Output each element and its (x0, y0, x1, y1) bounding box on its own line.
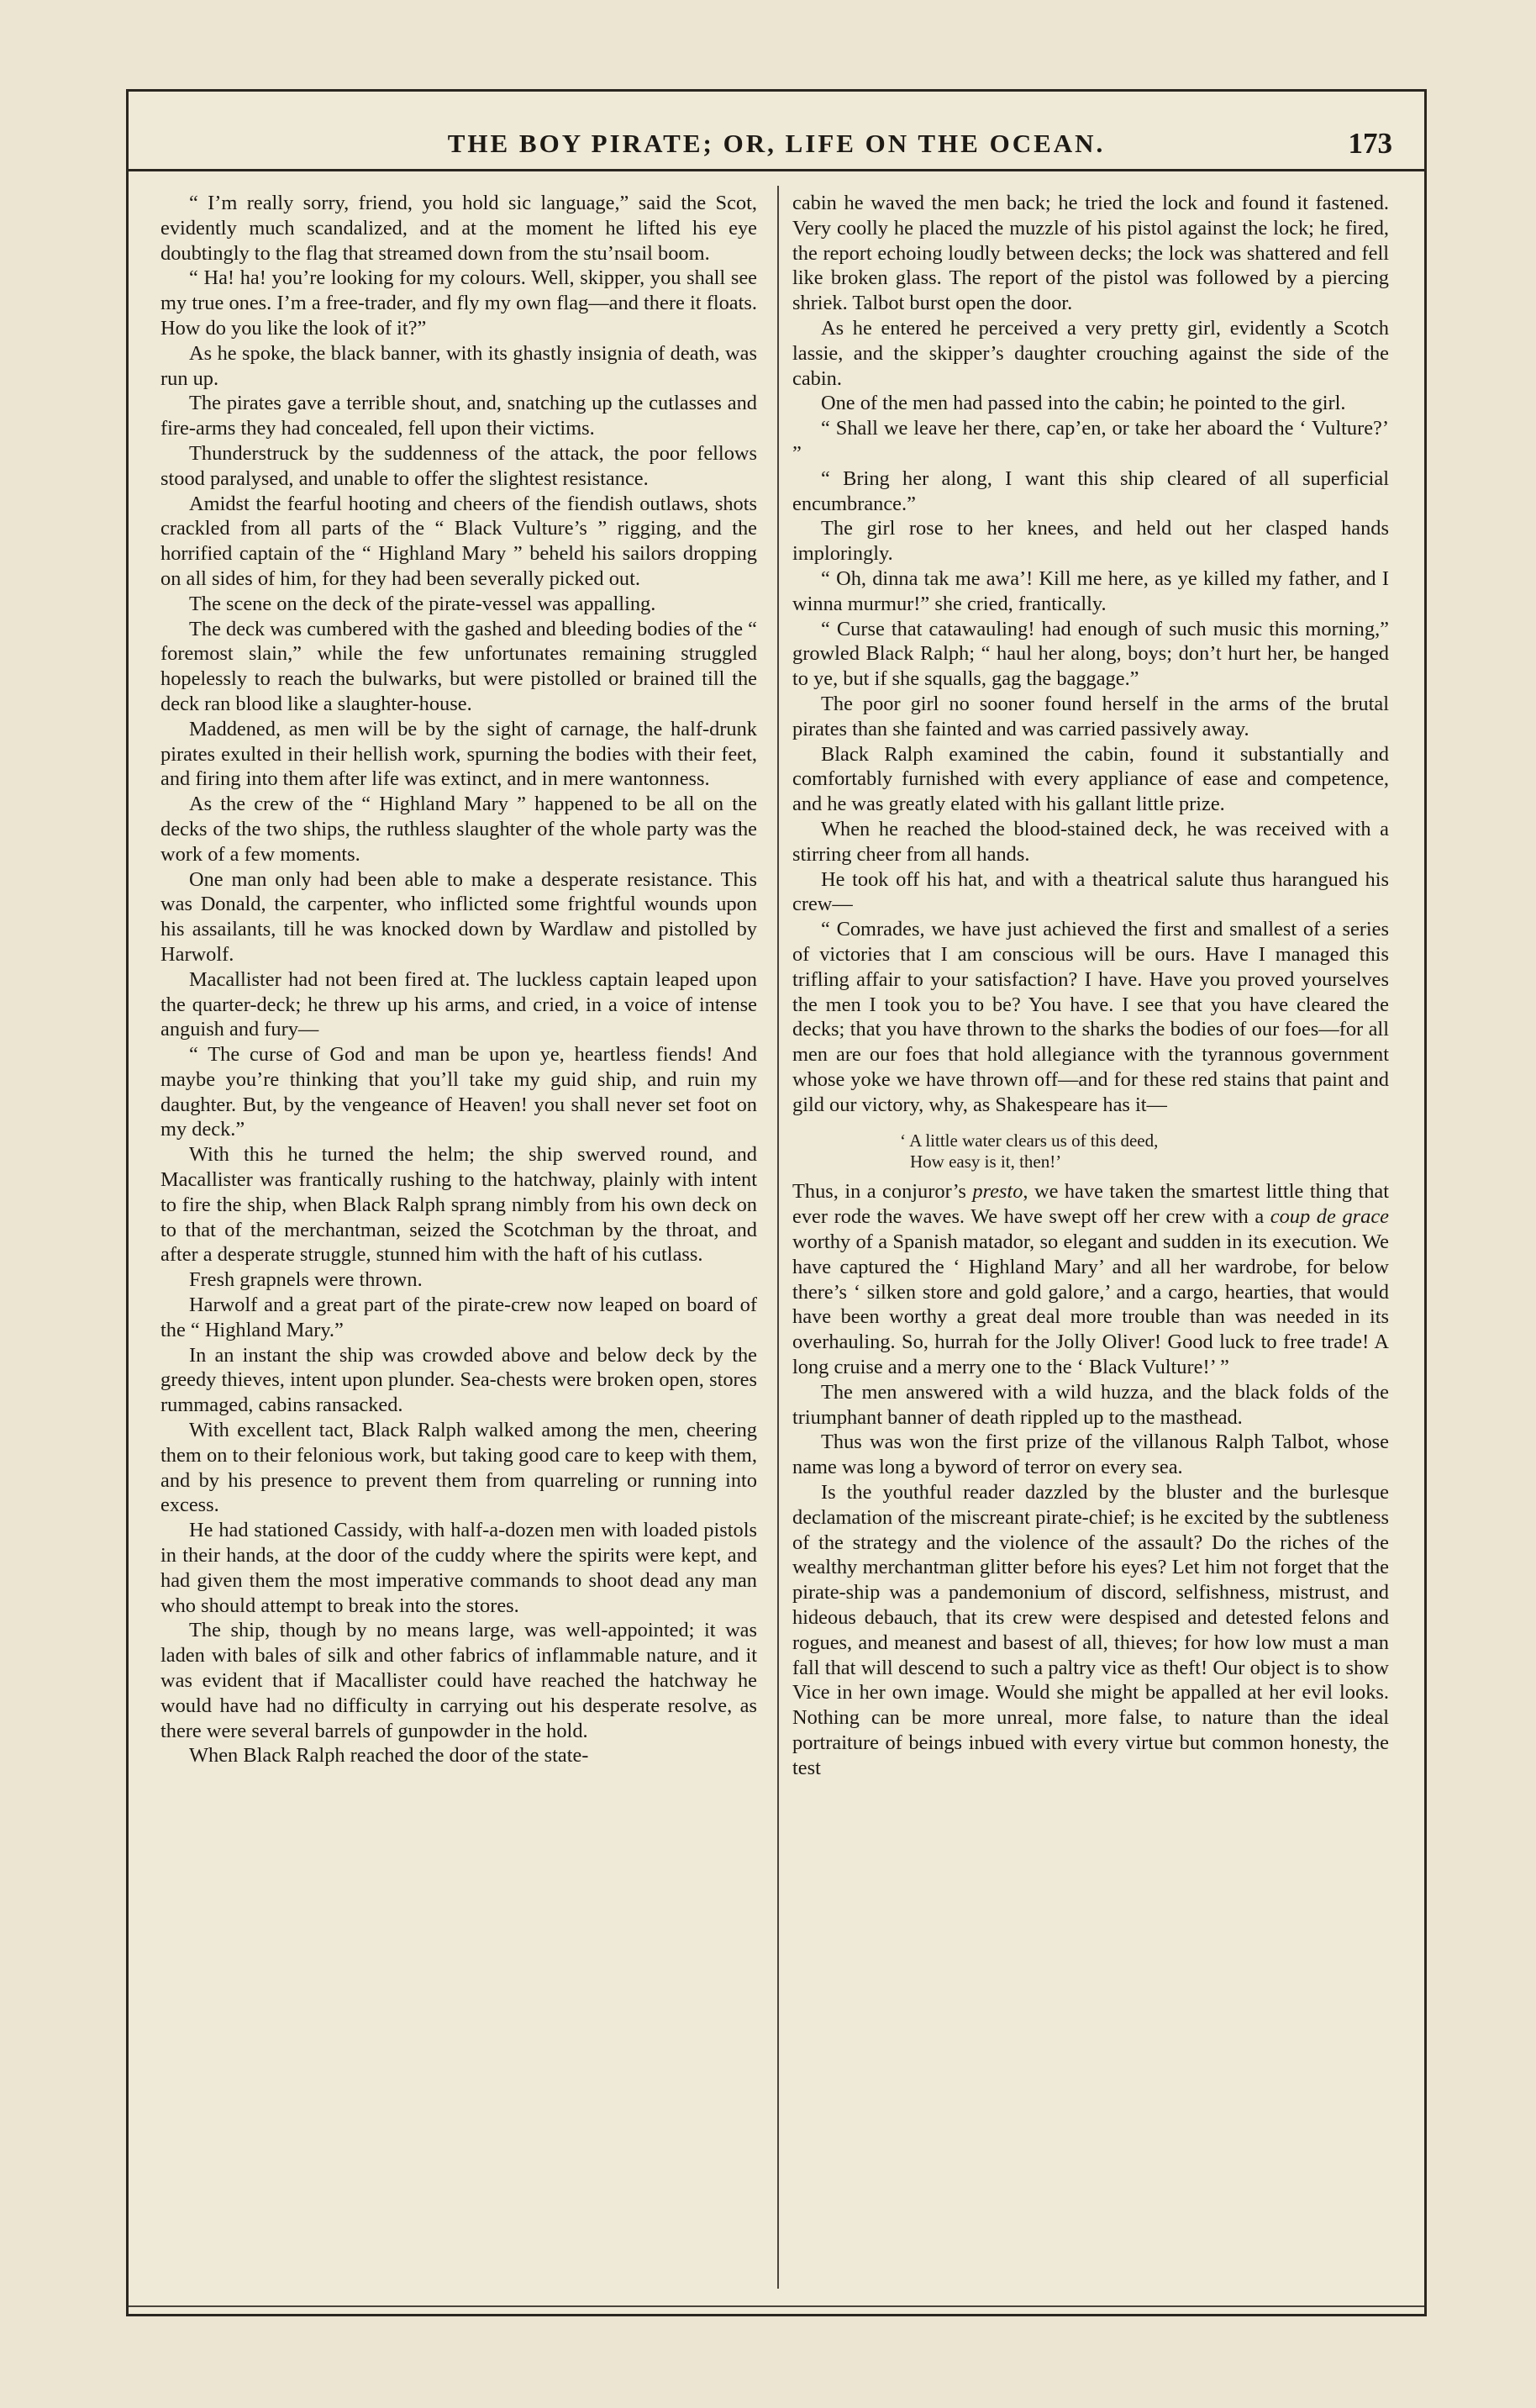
shakespeare-quote (792, 1130, 1389, 1172)
paragraph: Thus was won the first prize of the villanous Ralph Talbot, whose name was long a byword of terror on every sea. (792, 1431, 1389, 1479)
paragraph: “ Shall we leave her there, cap’en, or take her aboard the ‘ Vulture?’ ” (792, 417, 1389, 465)
paragraph: As he entered he perceived a very pretty girl, evidently a Scotch lassie, and the skipper’s daughter crouching against the side of the cabin. (792, 316, 1389, 390)
paragraph: The men answered with a wild huzza, and the black folds of the triumphant banner of death rippled up to the masthead. (792, 1380, 1389, 1429)
paragraph: With excellent tact, Black Ralph walked among the men, cheering them on to their felonious work, but taking good care to keep with them, and by his presence to prevent them from quarreling or running into excess. (160, 1419, 757, 1517)
paragraph: When he reached the blood-stained deck, he was received with a stirring cheer from all hands. (792, 817, 1389, 866)
paragraph: He took off his hat, and with a theatrical salute thus harangued his crew— (792, 867, 1389, 916)
paragraph: As he spoke, the black banner, with its ghastly insignia of death, was run up. (160, 341, 757, 390)
paragraph: The ship, though by no means large, was well-appointed; it was laden with bales of silk and other fabrics of inflammable nature, and it was evident that if Macallister could have reached the hatchway he would have had no difficulty in carrying out his desperate resolve, as there were several barrels of gunpowder in the hold. (160, 1619, 757, 1742)
footer-rule (129, 2305, 1424, 2307)
paragraph: Thunderstruck by the suddenness of the attack, the poor fellows stood paralysed, and unable to offer the slightest resistance. (160, 441, 757, 490)
page (126, 89, 1427, 2316)
paragraph: The scene on the deck of the pirate-vessel was appalling. (189, 592, 656, 615)
paragraph: cabin he waved the men back; he tried the lock and found it fastened. Very coolly he placed the muzzle of his pistol against the lock; he fired, the report echoing loudly between decks; the lock was shattered and fell like broken glass. The report of the pistol was followed by a piercing shriek. Talbot burst open the door. (792, 192, 1389, 315)
left-column (160, 191, 757, 1768)
paragraph: The deck was cumbered with the gashed and bleeding bodies of the “ foremost slain,” while the few unfortunates remaining struggled hopelessly to reach the bulwarks, but were pistolled or brained till the deck ran blood like a slaughter-house. (160, 617, 757, 715)
column-divider (777, 186, 779, 2289)
paragraph: The poor girl no sooner found herself in the arms of the brutal pirates than she fainted and was carried passively away. (792, 692, 1389, 740)
page-header (129, 92, 1424, 171)
paragraph: One of the men had passed into the cabin; he pointed to the girl. (821, 392, 1346, 415)
paragraph: As the crew of the “ Highland Mary ” happened to be all on the decks of the two ships, the ruthless slaughter of the whole party was the work of a few moments. (160, 793, 757, 866)
paragraph: One man only had been able to make a desperate resistance. This was Donald, the carpenter, who inflicted some frightful wounds upon his assailants, till he was knocked down by Wardlaw and pistolled by Harwolf. (160, 867, 757, 966)
paragraph: Maddened, as men will be by the sight of carnage, the half-drunk pirates exulted in their hellish work, spurning the bodies with their feet, and firing into them after life was extinct, and in mere wantonness. (160, 717, 757, 791)
paragraph: Fresh grapnels were thrown. (189, 1268, 423, 1292)
paragraph: Amidst the fearful hooting and cheers of the fiendish outlaws, shots crackled from all parts of the “ Black Vulture’s ” rigging, and the horrified captain of the “ Highland Mary ” beheld his sailors dropping on all sides of him, for they had been severally picked out. (160, 492, 757, 590)
paragraph: “ Bring her along, I want this ship cleared of all superficial encumbrance.” (792, 466, 1389, 515)
paragraph: With this he turned the helm; the ship swerved round, and Macallister was frantically rushing to the hatchway, plainly with intent to fire the ship, when Black Ralph sprang nimbly from his own deck on to that of the merchantman, seized the Scotchman by the throat, and after a desperate struggle, stunned him with the haft of his cutlass. (160, 1143, 757, 1267)
paragraph: He had stationed Cassidy, with half-a-dozen men with loaded pistols in their hands, at the door of the cuddy where the spirits were kept, and had given them the most imperative commands to shoot dead any man who should attempt to break into the stores. (160, 1519, 757, 1617)
paragraph: “ I’m really sorry, friend, you hold sic language,” said the Scot, evidently much scandalized, and at the moment he lifted his eye doubtingly to the flag that streamed down from the stu’nsail boom. (160, 192, 757, 265)
right-column-part-c (792, 1380, 1389, 1781)
page-number: 173 (1348, 127, 1392, 160)
italic-term: coup de grace (1270, 1205, 1389, 1229)
paragraph: Thus, in a conjuror’s presto, we have taken the smartest little thing that ever rode the waves. We have swept off her crew with a coup de grace worthy of a Spanish matador, so elegant and sudden in its execution. We have captured the ‘ Highland Mary’ and all her wardrobe, for below there’s ‘ silken store and gold galore,’ and a cargo, hearties, that would have been worthy a great deal more trouble than was needed in its overhauling. So, hurrah for the Jolly Oliver! Good luck to free trade! A long cruise and a merry one to the ‘ Black Vulture!’ ” (792, 1180, 1389, 1379)
paragraph: When Black Ralph reached the door of the state- (189, 1744, 589, 1768)
quote-line: ‘ A little water clears us of this deed, (900, 1130, 1159, 1151)
paragraph: “ Oh, dinna tak me awa’! Kill me here, as ye killed my father, and I winna murmur!” she cried, frantically. (792, 566, 1389, 615)
paragraph: Macallister had not been fired at. The luckless captain leaped upon the quarter-deck; he threw up his arms, and cried, in a voice of intense anguish and fury— (160, 967, 757, 1041)
paragraph: Black Ralph examined the cabin, found it substantially and comfortably furnished with every appliance of ease and competence, and he was greatly elated with his gallant little prize. (792, 742, 1389, 816)
paragraph: “ Curse that catawauling! had enough of such music this morning,” growled Black Ralph; “ haul her along, boys; don’t hurt her, be hanged to ye, but if she squalls, gag the baggage.” (792, 617, 1389, 691)
paragraph: Harwolf and a great part of the pirate-crew now leaped on board of the “ Highland Mary.” (160, 1294, 757, 1341)
paragraph: Is the youthful reader dazzled by the bluster and the burlesque declamation of the miscreant pirate-chief; is he excited by the subtleness of the strategy and the violence of the assault? Do the riches of the wealthy merchantman glitter before his eyes? Let him not forget that the pirate-ship was a pandemonium of discord, selfishness, mistrust, and hideous debauch, that its crew were despised and detested felons and rogues, and meanest and basest of all, thieves; for how low must a man fall that will descend to such a paltry vice as theft! Our object is to show Vice in her own image. Would she might be appalled at her evil looks. Nothing can be more unreal, more false, to nature than the ideal portraiture of beings inbued with every virtue but common honesty, the test (792, 1481, 1389, 1779)
paragraph: The girl rose to her knees, and held out her clasped hands imploringly. (792, 517, 1389, 566)
paragraph: “ The curse of God and man be upon ye, heartless fiends! And maybe you’re thinking that you’ll take my guid ship, and ruin my daughter. But, by the vengeance of Heaven! you shall never set foot on my deck.” (160, 1043, 757, 1141)
running-title: THE BOY PIRATE; OR, LIFE ON THE OCEAN. (447, 129, 1106, 158)
italic-term: presto (972, 1180, 1023, 1204)
paragraph: The pirates gave a terrible shout, and, snatching up the cutlasses and fire-arms they had concealed, fell upon their victims. (160, 392, 757, 440)
right-column-part-a (792, 191, 1389, 1117)
right-column (792, 191, 1389, 1781)
paragraph: In an instant the ship was crowded above and below deck by the greedy thieves, intent upon plunder. Sea-chests were broken open, stores rummaged, cabins ransacked. (160, 1343, 757, 1417)
quote-line: How easy is it, then!’ (910, 1151, 1062, 1172)
paragraph: “ Ha! ha! you’re looking for my colours. Well, skipper, you shall see my true ones. I’m a free-trader, and fly my own flag—and there it floats. How do you like the look of it?” (160, 266, 757, 340)
paragraph: “ Comrades, we have just achieved the first and smallest of a series of victories that I am conscious will be ours. Have I managed this trifling affair to your satisfaction? I have. Have you proved yourselves the men I took you to be? You have. I see that you have cleared the decks; that you have thrown to the sharks the bodies of our foes—for all men are our foes that hold allegiance with the tyrannous government whose yoke we have thrown off—and for these red stains that paint and gild our victory, why, as Shakespeare has it— (792, 918, 1389, 1116)
